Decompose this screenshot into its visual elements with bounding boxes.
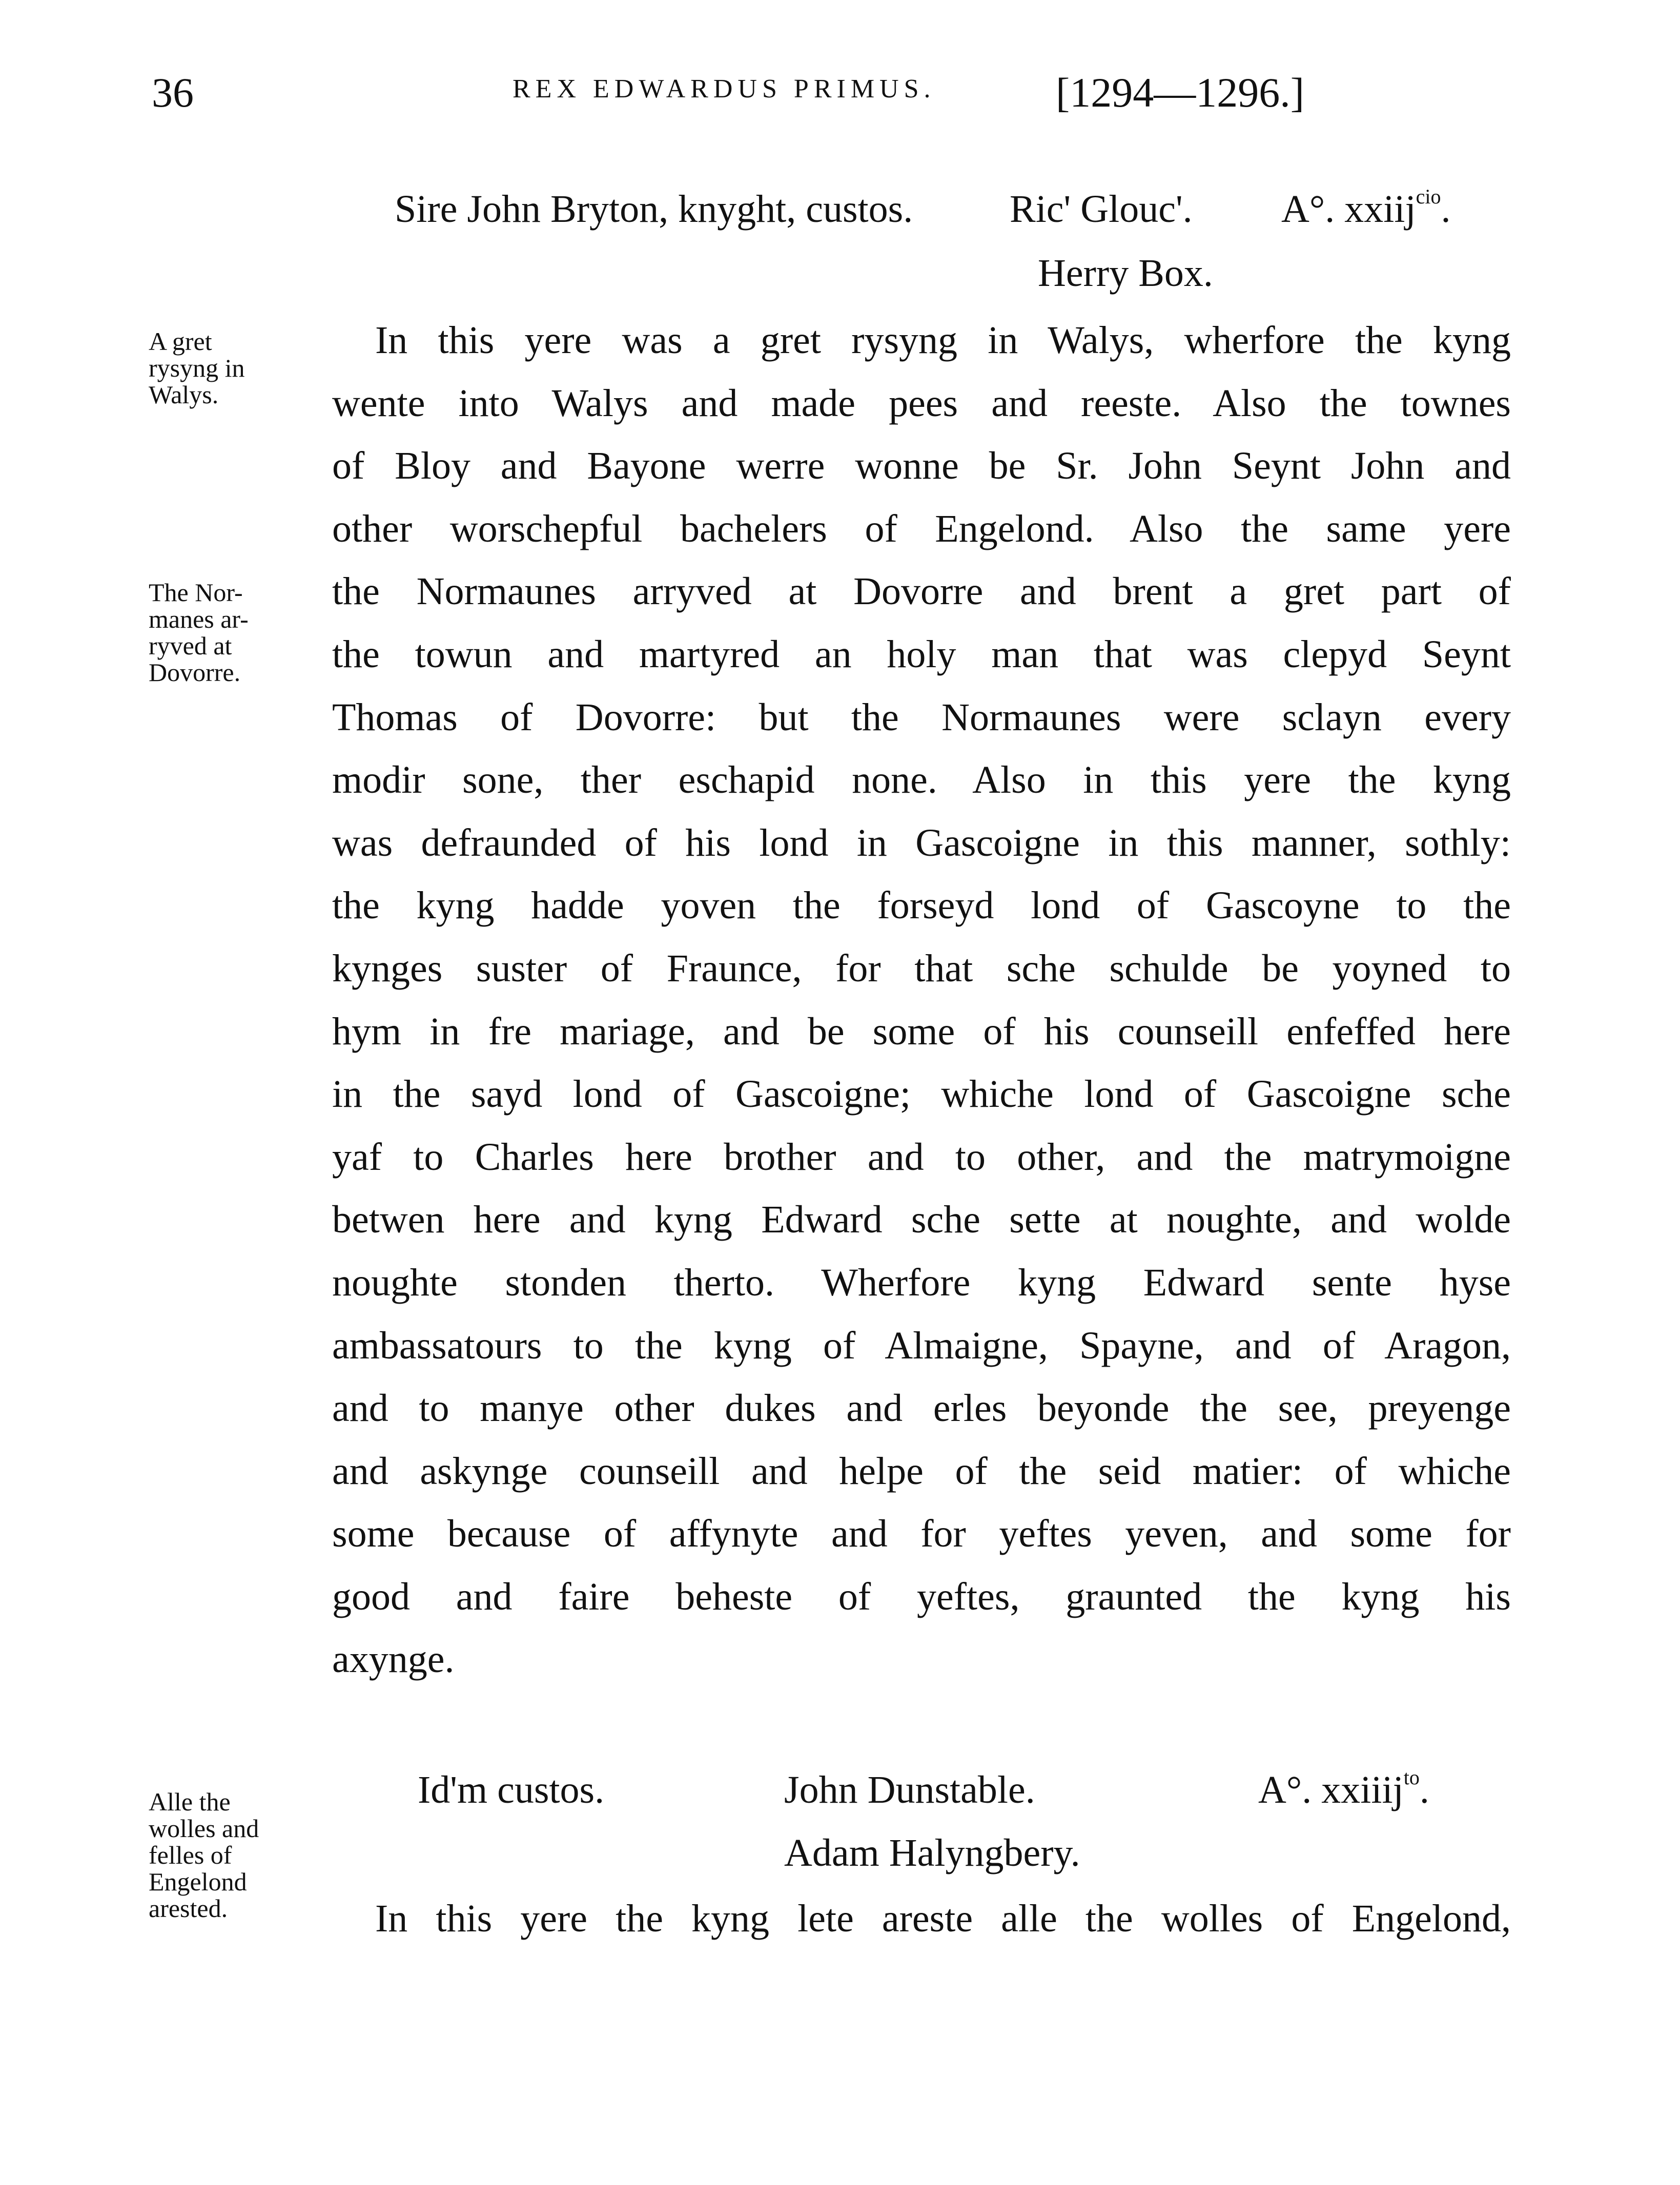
regnal-year-prefix: A°. xxiij [1281,188,1416,231]
body-paragraph [332,309,1511,1691]
margin-note-line: Dovorre. [149,658,241,687]
text-line: yaf to Charles here brother and to other, and the matrymoigne [332,1135,1511,1179]
margin-note-line: arested. [149,1894,228,1923]
text-line: and to manye other dukes and erles beyonde the see, preyenge [332,1387,1511,1430]
date-range: [1294—1296.] [1056,69,1305,116]
text-line: hym in fre mariage, and be some of his counseill enfeffed here [332,1009,1511,1053]
mayor-name-second-year: Id'm custos. [418,1768,605,1811]
mayor-name: Sire John Bryton, knyght, custos. [395,188,913,231]
margin-note [149,579,297,686]
text-line: modir sone, ther eschapid none. Also in this yere the kyng [332,758,1511,802]
margin-note-line: wolles and [149,1814,259,1843]
text-line: was defraunded of his lond in Gascoigne in this manner, sothly: [332,821,1511,864]
text-line: the Normaunes arryved at Dovorre and brent a gret part of [332,570,1511,613]
margin-note-line: Alle the [149,1787,231,1816]
text-line: betwen here and kyng Edward sche sette at noughte, and wolde [332,1198,1511,1242]
text-line: some because of affynyte and for yeftes yeven, and some for [332,1512,1511,1556]
text-line: In this yere the kyng lete areste alle the wolles of Engelond, [375,1897,1511,1940]
regnal-year-period: . [1419,1768,1429,1811]
text-line: noughte stonden therto. Wherfore kyng Edward sente hyse [332,1261,1511,1304]
margin-note-line: manes ar- [149,605,249,633]
text-line: and askynge counseill and helpe of the seid matier: of whiche [332,1449,1511,1493]
margin-note-line: Walys. [149,380,219,409]
regnal-year-period: . [1441,188,1451,231]
text-line: other worschepful bachelers of Engelond. Also the same yere [332,507,1511,550]
text-line: of Bloy and Bayone werre wonne be Sr. John Seynt John and [332,444,1511,488]
text-line: kynges suster of Fraunce, for that sche schulde be yoyned to [332,946,1511,990]
text-line: in the sayd lond of Gascoigne; whiche lond of Gascoigne sche [332,1073,1511,1116]
margin-note [149,328,297,408]
margin-note-line: A gret [149,327,212,356]
text-line: good and faire beheste of yeftes, graunted the kyng his [332,1575,1511,1618]
regnal-year-suffix-sup: cio [1416,185,1441,208]
regnal-year-suffix-sup: to [1403,1766,1420,1789]
sheriff-name-second-year: John Dunstable. [784,1768,1035,1811]
text-line: Thomas of Dovorre: but the Normaunes were sclayn every [332,695,1511,739]
text-line: ambassatours to the kyng of Almaigne, Spayne, and of Aragon, [332,1324,1511,1367]
margin-note-line: rysyng in [149,354,245,382]
sheriff-name-second-year-2: Adam Halyngbery. [784,1831,1080,1874]
margin-note-line: ryved at [149,631,232,660]
text-line: axynge. [332,1638,455,1681]
regnal-year-second [1258,1766,1429,1811]
sheriff-name-second: Herry Box. [1038,252,1213,295]
text-line: the towun and martyred an holy man that was clepyd Seynt [332,632,1511,676]
page-number: 36 [152,69,194,116]
text-line: the kyng hadde yoven the forseyd lond of Gascoyne to the [332,884,1511,927]
regnal-year [1281,185,1451,231]
text-line: wente into Walys and made pees and reeste. Also the townes [332,381,1511,425]
body-paragraph [332,1887,1511,1950]
margin-note-line: Engelond [149,1867,247,1896]
sheriff-name: Ric' Glouc'. [1010,188,1193,231]
margin-note-line: The Nor- [149,578,243,607]
margin-note [149,1788,297,1922]
running-title: REX EDWARDUS PRIMUS. [513,74,936,104]
regnal-year-prefix: A°. xxiiij [1258,1768,1404,1811]
text-line: In this yere was a gret rysyng in Walys, wherfore the kyng [375,319,1511,362]
margin-note-line: felles of [149,1841,232,1869]
